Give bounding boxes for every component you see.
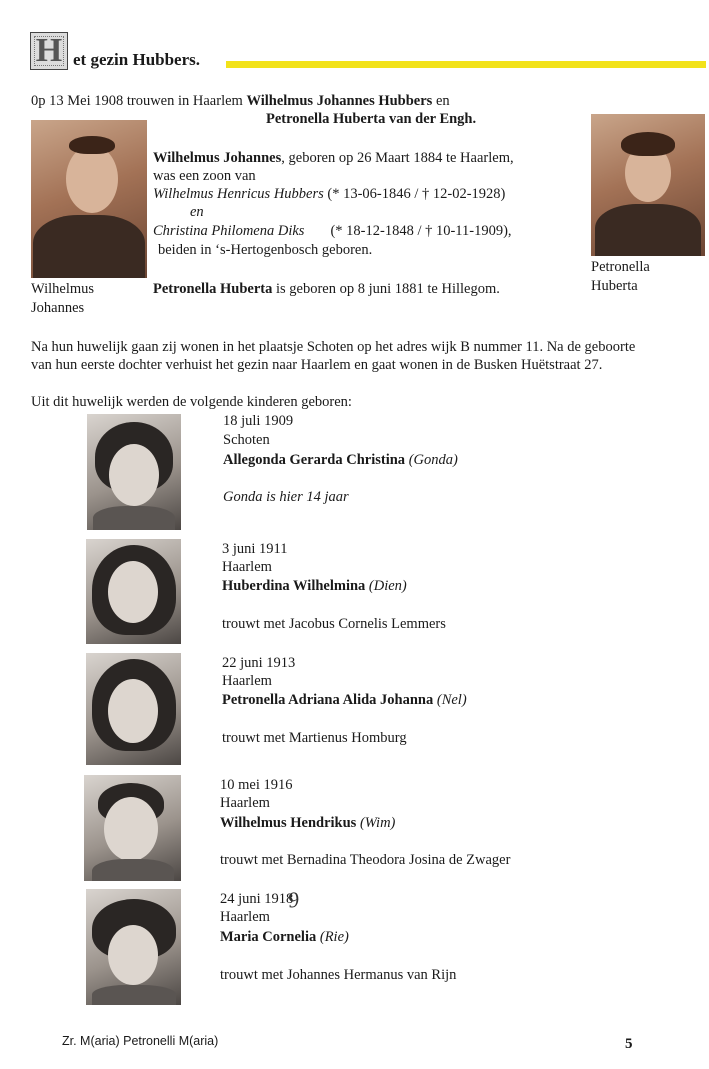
child-4-name: Wilhelmus Hendrikus (Wim) <box>220 815 396 831</box>
child-photo-4 <box>84 775 181 881</box>
child-2-name: Huberdina Wilhelmina (Dien) <box>222 578 407 594</box>
child-2-place: Haarlem <box>222 559 272 575</box>
caption-left-1: Wilhelmus <box>31 281 95 297</box>
child-5-place: Haarlem <box>220 909 270 925</box>
paragraph-line-1: Na hun huwelijk gaan zij wonen in het plaatsje Schoten op het adres wijk B nummer 11. Na de geboorte <box>31 339 636 355</box>
bio-line-2: was een zoon van <box>153 168 256 184</box>
child-1-date: 18 juli 1909 <box>223 413 294 429</box>
child-1-name: Allegonda Gerarda Christina (Gonda) <box>223 452 458 468</box>
child-2-note: trouwt met Jacobus Cornelis Lemmers <box>222 616 446 632</box>
child-3-place: Haarlem <box>222 673 272 689</box>
bio-line-5: Christina Philomena Diks (* 18-12-1848 / † 10-11-1909), <box>153 223 512 239</box>
child-3-name: Petronella Adriana Alida Johanna (Nel) <box>222 692 467 708</box>
child-4-date: 10 mei 1916 <box>220 777 293 793</box>
bio-line-1: Wilhelmus Johannes, geboren op 26 Maart 1884 te Haarlem, <box>153 150 514 166</box>
child-3-date: 22 juni 1913 <box>222 655 296 671</box>
child-photo-2 <box>86 539 181 644</box>
handwritten-correction: 9 <box>286 886 301 913</box>
portrait-petronella-huberta <box>591 114 705 256</box>
children-intro: Uit dit huwelijk werden de volgende kinderen geboren: <box>31 394 352 410</box>
child-photo-1 <box>87 414 181 530</box>
child-5-date: 24 juni 1918 <box>220 891 294 907</box>
portrait-wilhelmus-johannes <box>31 120 147 278</box>
caption-left-2: Johannes <box>31 300 85 316</box>
bio-line-7: Petronella Huberta is geboren op 8 juni 1881 te Hillegom. <box>153 281 500 297</box>
child-1-note: Gonda is hier 14 jaar <box>223 489 349 505</box>
page-number: 5 <box>625 1036 633 1052</box>
child-2-date: 3 juni 1911 <box>222 541 288 557</box>
decorative-initial: H <box>30 32 68 70</box>
intro-line-1: 0p 13 Mei 1908 trouwen in Haarlem Wilhelmus Johannes Hubbers en <box>31 93 450 109</box>
footer-author: Zr. M(aria) Petronelli M(aria) <box>62 1034 219 1048</box>
paragraph-line-2: van hun eerste dochter verhuist het gezin naar Haarlem en gaat wonen in de Busken Huëtstraat 27. <box>31 357 603 373</box>
bio-line-3: Wilhelmus Henricus Hubbers (* 13-06-1846 / † 12-02-1928) <box>153 186 506 202</box>
caption-right-2: Huberta <box>591 278 638 294</box>
child-photo-5 <box>86 889 181 1005</box>
title-rule <box>226 61 706 68</box>
section-title: et gezin Hubbers. <box>73 50 201 69</box>
child-4-place: Haarlem <box>220 795 270 811</box>
child-photo-3 <box>86 653 181 765</box>
caption-right-1: Petronella <box>591 259 650 275</box>
bio-line-4: en <box>190 204 204 220</box>
child-3-note: trouwt met Martienus Homburg <box>222 730 407 746</box>
child-4-note: trouwt met Bernadina Theodora Josina de Zwager <box>220 852 511 868</box>
intro-line-2: Petronella Huberta van der Engh. <box>266 111 477 127</box>
child-5-name: Maria Cornelia (Rie) <box>220 929 349 945</box>
child-1-place: Schoten <box>223 432 270 448</box>
child-5-note: trouwt met Johannes Hermanus van Rijn <box>220 967 457 983</box>
bio-line-6: beiden in ‘s-Hertogenbosch geboren. <box>158 242 373 258</box>
